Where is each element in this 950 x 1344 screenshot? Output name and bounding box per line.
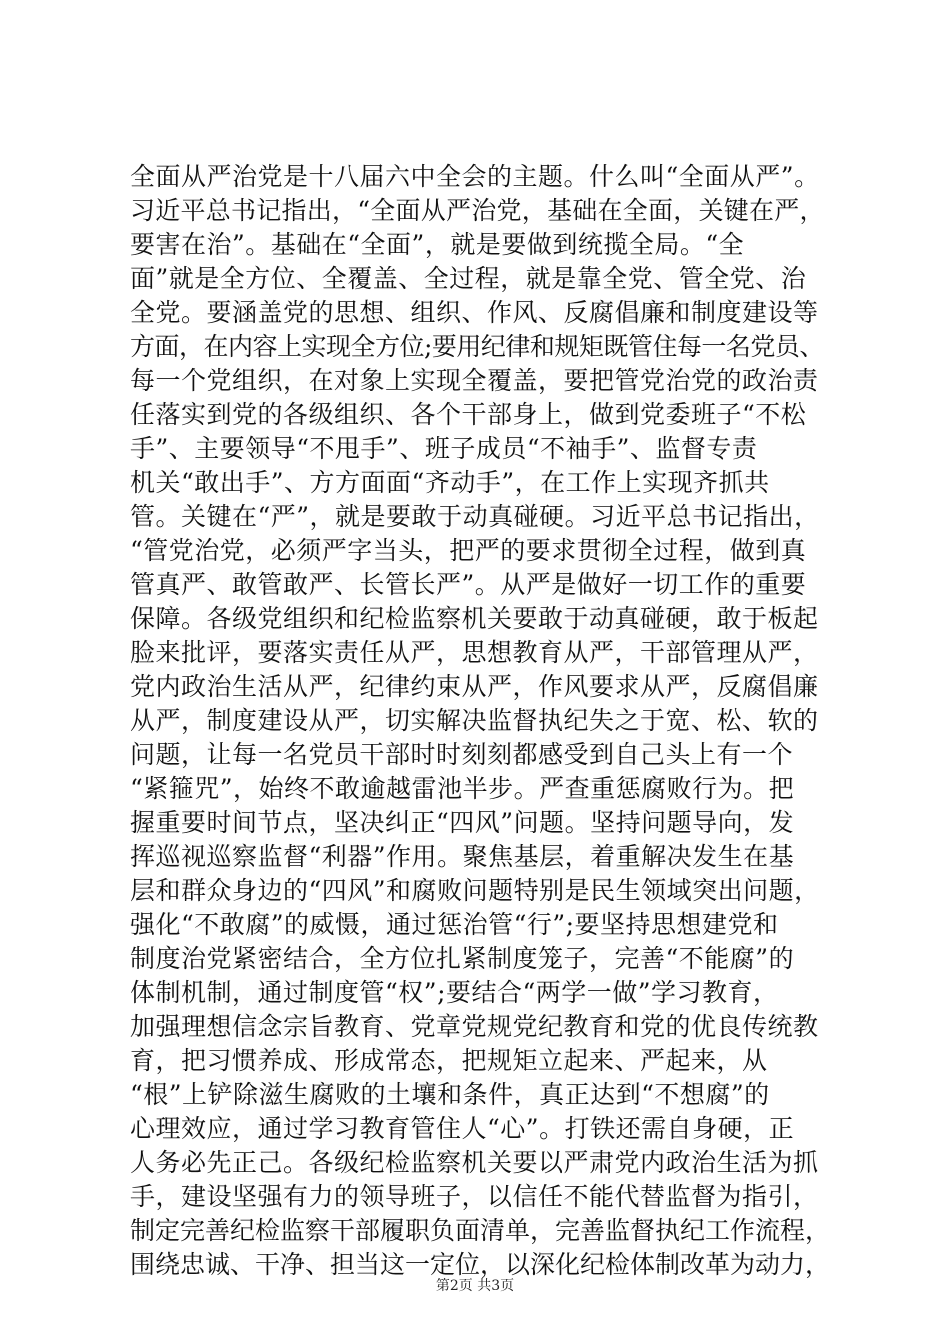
text-line: 管。关键在“严”，就是要敢于动真碰硬。习近平总书记指出， [130, 502, 820, 531]
text-line: 心理效应，通过学习教育管住人“心”。打铁还需自身硬，正 [130, 1114, 795, 1143]
text-line: 脸来批评，要落实责任从严，思想教育从严，干部管理从严， [130, 638, 819, 667]
text-line: 制度治党紧密结合，全方位扎紧制度笼子，完善“不能腐”的 [130, 944, 795, 973]
text-line: “根”上铲除滋生腐败的土壤和条件，真正达到“不想腐”的 [130, 1080, 770, 1109]
text-line: 问题，让每一名党员干部时时刻刻都感受到自己头上有一个 [130, 740, 794, 769]
body-paragraph [130, 160, 830, 1282]
text-line: 手，建设坚强有力的领导班子，以信任不能代替监督为指引， [130, 1182, 819, 1211]
text-line: 习近平总书记指出，“全面从严治党，基础在全面，关键在严， [130, 196, 825, 225]
text-line: 体制机制，通过制度管“权”;要结合“两学一做”学习教育， [130, 978, 779, 1007]
text-line: 育，把习惯养成、形成常态，把规矩立起来、严起来，从 [130, 1046, 768, 1075]
text-line: 全党。要涵盖党的思想、组织、作风、反腐倡廉和制度建设等 [130, 298, 819, 327]
text-line: 任落实到党的各级组织、各个干部身上，做到党委班子“不松 [130, 400, 807, 429]
text-line: 党内政治生活从严，纪律约束从严，作风要求从严，反腐倡廉 [130, 672, 819, 701]
text-line: “管党治党，必须严字当头，把严的要求贯彻全过程，做到真 [130, 536, 807, 565]
text-line: 加强理想信念宗旨教育、党章党规党纪教育和党的优良传统教 [130, 1012, 819, 1041]
text-line: 强化“不敢腐”的威慑，通过惩治管“行”;要坚持思想建党和 [130, 910, 779, 939]
text-line: 层和群众身边的“四风”和腐败问题特别是民生领域突出问题， [130, 876, 820, 905]
text-line: 围绕忠诚、干净、担当这一定位，以深化纪检体制改革为动力， [130, 1250, 831, 1279]
text-line: “紧箍咒”，始终不敢逾越雷池半步。严查重惩腐败行为。把 [130, 774, 795, 803]
text-line: 制定完善纪检监察干部履职负面清单，完善监督执纪工作流程， [130, 1216, 831, 1245]
text-line: 全面从严治党是十八届六中全会的主题。什么叫“全面从严”。 [130, 162, 820, 191]
text-line: 每一个党组织，在对象上实现全覆盖，要把管党治党的政治责 [130, 366, 819, 395]
text-line: 要害在治”。基础在“全面”，就是要做到统揽全局。“全 [130, 230, 745, 259]
text-line: 方面，在内容上实现全方位;要用纪律和规矩既管住每一名党员、 [130, 332, 824, 361]
text-line: 握重要时间节点，坚决纠正“四风”问题。坚持问题导向，发 [130, 808, 795, 837]
text-line: 挥巡视巡察监督“利器”作用。聚焦基层，着重解决发生在基 [130, 842, 795, 871]
text-line: 机关“敢出手”、方方面面“齐动手”，在工作上实现齐抓共 [130, 468, 770, 497]
text-line: 保障。各级党组织和纪检监察机关要敢于动真碰硬，敢于板起 [130, 604, 819, 633]
text-line: 面”就是全方位、全覆盖、全过程，就是靠全党、管全党、治 [130, 264, 807, 293]
text-line: 手”、主要领导“不甩手”、班子成员“不袖手”、监督专责 [130, 434, 758, 463]
text-line: 人务必先正己。各级纪检监察机关要以严肃党内政治生活为抓 [130, 1148, 819, 1177]
text-line: 管真严、敢管敢严、长管长严”。从严是做好一切工作的重要 [130, 570, 807, 599]
page-number-footer: 第2页 共3页 [435, 1278, 515, 1294]
text-line: 从严，制度建设从严，切实解决监督执纪失之于宽、松、软的 [130, 706, 819, 735]
